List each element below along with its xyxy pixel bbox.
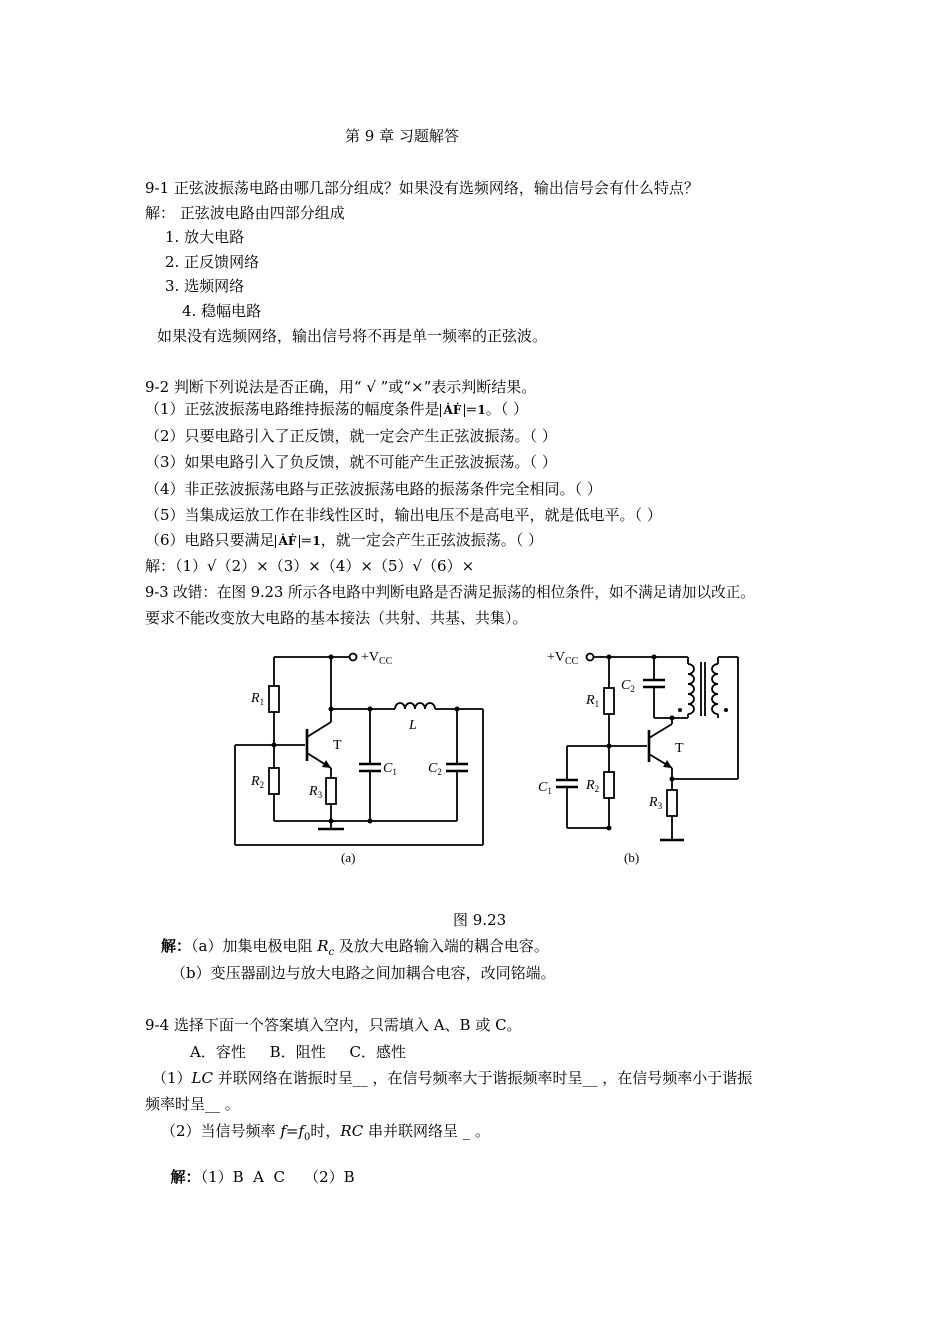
circuit-b bbox=[556, 654, 738, 841]
transformer-secondary bbox=[712, 664, 718, 714]
f-symbol: f bbox=[280, 1122, 286, 1140]
answer-9-2: 解：（1）√（2）×（3）×（4）×（5）√（6）× bbox=[145, 557, 475, 575]
lc-symbol: LC bbox=[191, 1069, 213, 1087]
resistor-r3-b bbox=[667, 790, 677, 816]
answer-9-1-conclusion: 如果没有选频网络，输出信号将不再是单一频率的正弦波。 bbox=[157, 327, 548, 345]
math-equals-one-2: ＝1 bbox=[300, 534, 321, 548]
inductor-l bbox=[395, 703, 435, 709]
figure-caption: 图 9.23 bbox=[453, 911, 507, 929]
circuit-a bbox=[235, 654, 483, 846]
statement-1-text: （1）正弦波振荡电路维持振荡的幅度条件是 bbox=[145, 400, 440, 418]
c1-label-a: $C_1$ bbox=[383, 761, 397, 777]
question-9-2: 9-2 判断下列说法是否正确，用“ √ ”或“×”表示判断结果。 bbox=[145, 378, 537, 396]
caption-b: (b) bbox=[624, 850, 640, 865]
answer-9-1-intro: 解： 正弦波电路由四部分组成 bbox=[145, 204, 345, 222]
statement-1-end: 。（ ） bbox=[485, 400, 529, 418]
answer-9-4-text: （1）B A C （2）B bbox=[200, 1168, 355, 1186]
r1-label-b: $R_1$ bbox=[586, 693, 600, 709]
part1-text: 并联网络在谐振时呈__ ，在信号频率大于谐振频率时呈__ ，在信号频率小于谐振 bbox=[213, 1069, 753, 1087]
rc-network-symbol: RC bbox=[340, 1122, 364, 1140]
math-equals-one: ＝1 bbox=[465, 403, 486, 417]
part2-text-b: 时， bbox=[310, 1122, 341, 1140]
statement-5: （5）当集成运放工作在非线性区时，输出电压不是高电平，就是低电平。（ ） bbox=[145, 506, 662, 524]
answer-item-3: 3. 选频网络 bbox=[165, 277, 245, 295]
af-magnitude-2: ȦḞ bbox=[275, 535, 301, 548]
rc-subscript: c bbox=[328, 947, 335, 958]
resistor-r1-b bbox=[604, 688, 614, 714]
statement-6-text: （6）电路只要满足 bbox=[145, 531, 275, 549]
f0-symbol: f bbox=[298, 1122, 305, 1140]
c2-label-b: $C_2$ bbox=[621, 678, 635, 694]
resistor-r1 bbox=[269, 686, 279, 712]
part2-text-c: 串并联网络呈 _ 。 bbox=[363, 1122, 490, 1140]
part2-text: （2）当信号频率 bbox=[161, 1122, 281, 1140]
statement-1 bbox=[145, 399, 528, 420]
vcc-label-b: $+V_{CC}$ bbox=[547, 650, 579, 667]
statement-4: （4）非正弦波振荡电路与正弦波振荡电路的振荡条件完全相同。（ ） bbox=[145, 480, 602, 498]
r1-label-a: $R_1$ bbox=[251, 691, 265, 707]
rc-symbol: R bbox=[317, 937, 329, 955]
equals: = bbox=[285, 1122, 299, 1140]
answer-label: 解： bbox=[161, 937, 192, 955]
l-label-a: L bbox=[409, 718, 417, 733]
answer-9-3-a bbox=[161, 936, 549, 963]
c1-label-b: $C_1$ bbox=[538, 780, 552, 796]
question-9-4-part2 bbox=[161, 1121, 490, 1148]
f0-subscript: 0 bbox=[304, 1132, 311, 1143]
answer-item-1: 1. 放大电路 bbox=[165, 228, 245, 246]
resistor-r3 bbox=[326, 778, 336, 804]
part1-number: （1） bbox=[152, 1069, 192, 1087]
answer-item-4: 4. 稳幅电路 bbox=[182, 302, 262, 320]
answer-label-9-4: 解： bbox=[170, 1168, 201, 1186]
t-label-a: T bbox=[333, 738, 342, 753]
c2-label-a: $C_2$ bbox=[428, 761, 442, 777]
answer-9-3-b: （b）变压器副边与放大电路之间加耦合电容，改同铭端。 bbox=[171, 964, 556, 982]
af-magnitude: ȦḞ bbox=[440, 404, 466, 417]
question-9-4-part1 bbox=[152, 1068, 752, 1088]
vcc-label-a: $+V_{CC}$ bbox=[361, 650, 393, 667]
options-9-4: A．容性 B．阻性 C．感性 bbox=[190, 1043, 407, 1061]
statement-2: （2）只要电路引入了正反馈，就一定会产生正弦波振荡。（ ） bbox=[145, 427, 557, 445]
statement-6-end: ，就一定会产生正弦波振荡。（ ） bbox=[320, 531, 544, 549]
r2-label-b: $R_2$ bbox=[586, 778, 600, 794]
figure-9-23 bbox=[0, 640, 950, 880]
resistor-r2 bbox=[269, 768, 279, 794]
statement-6 bbox=[145, 530, 543, 551]
question-9-4-part1-cont: 频率时呈__ 。 bbox=[145, 1095, 240, 1113]
question-9-4: 9-4 选择下面一个答案填入空内，只需填入 A、B 或 C。 bbox=[145, 1016, 522, 1034]
r2-label-a: $R_2$ bbox=[251, 774, 265, 790]
transformer-primary bbox=[688, 664, 694, 714]
r3-label-b: $R_3$ bbox=[649, 795, 663, 811]
question-9-3-line1: 9-3 改错：在图 9.23 所示各电路中判断电路是否满足振荡的相位条件，如不满足请加以改正。 bbox=[145, 584, 755, 601]
answer-9-3-a-end: 及放大电路输入端的耦合电容。 bbox=[334, 937, 549, 955]
statement-3: （3）如果电路引入了负反馈，就不可能产生正弦波振荡。（ ） bbox=[145, 453, 557, 471]
question-9-1: 9-1 正弦波振荡电路由哪几部分组成？如果没有选频网络，输出信号会有什么特点？ bbox=[145, 179, 699, 197]
r3-label-a: $R_3$ bbox=[309, 784, 323, 800]
answer-item-2: 2. 正反馈网络 bbox=[165, 253, 260, 271]
resistor-r2-b bbox=[604, 772, 614, 798]
t-label-b: T bbox=[675, 741, 684, 756]
answer-9-4 bbox=[161, 1147, 355, 1187]
question-9-3-line2: 要求不能改变放大电路的基本接法（共射、共基、共集）。 bbox=[145, 609, 528, 627]
page-title: 第 9 章 习题解答 bbox=[345, 127, 459, 145]
answer-9-3-a-text: （a）加集电极电阻 bbox=[191, 937, 318, 955]
caption-a: (a) bbox=[341, 850, 356, 865]
